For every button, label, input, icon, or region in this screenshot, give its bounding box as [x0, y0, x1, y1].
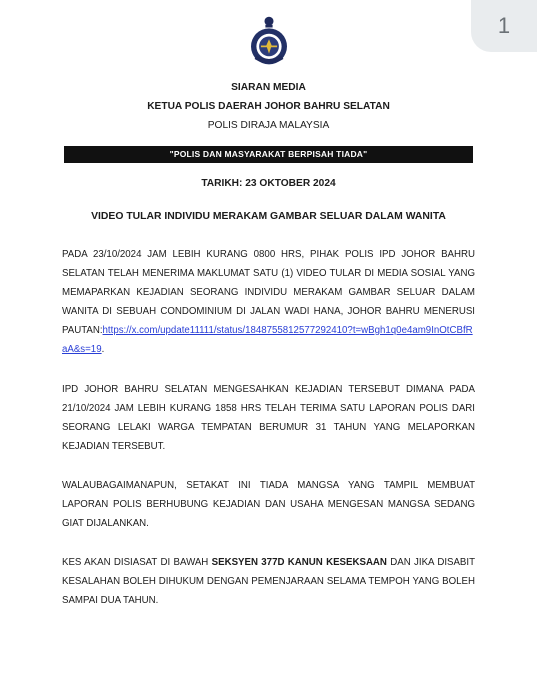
page-number-badge: 1 — [471, 0, 537, 52]
date-line: TARIKH: 23 OKTOBER 2024 — [201, 178, 336, 189]
pdrm-crest-icon — [242, 14, 296, 68]
paragraph-2: IPD JOHOR BAHRU SELATAN MENGESAHKAN KEJADIAN TERSEBUT DIMANA PADA 21/10/2024 JAM LEBIH KURANG 1858 HRS TELAH TERIMA SATU LAPORAN POLIS DARI SEORANG LELAKI WARGA TEMPATAN BERUMUR 31 TAHUN YANG MELAPORKAN KEJADIAN TERSEBUT. — [62, 384, 475, 452]
motto-banner: "POLIS DAN MASYARAKAT BERPISAH TIADA" — [64, 146, 473, 163]
paragraph-4-pre: KES AKAN DISIASAT DI BAWAH — [62, 557, 212, 568]
source-link[interactable]: https://x.com/update11111/status/1848755812577292410?t=wBgh1q0e4am9InOtCBfRaA&s=19 — [62, 325, 473, 355]
paragraph-4 — [62, 553, 475, 610]
paragraph-1 — [62, 245, 475, 359]
document-title: SIARAN MEDIA — [231, 82, 306, 93]
document-subtitle: KETUA POLIS DAERAH JOHOR BAHRU SELATAN — [147, 101, 390, 112]
paragraph-4-post: DAN JIKA DISABIT KESALAHAN BOLEH DIHUKUM DENGAN PEMENJARAAN SELAMA TEMPOH YANG BOLEH SAMPAI DUA TAHUN. — [62, 557, 475, 606]
legal-section: SEKSYEN 377D KANUN KESEKSAAN — [211, 557, 387, 568]
organization-name: POLIS DIRAJA MALAYSIA — [207, 120, 330, 131]
headline: VIDEO TULAR INDIVIDU MERAKAM GAMBAR SELUAR DALAM WANITA — [91, 211, 446, 222]
paragraph-1-text: PADA 23/10/2024 JAM LEBIH KURANG 0800 HRS, PIHAK POLIS IPD JOHOR BAHRU SELATAN TELAH MENERIMA MAKLUMAT SATU (1) VIDEO TULAR DI MEDIA SOSIAL YANG MEMAPARKAN KEJADIAN SEORANG INDIVIDU MERAKAM GAMBAR SELUAR DALAM WANITA DI SEBUAH CONDOMINIUM DI JALAN WADI HANA, JOHOR BAHRU MENERUSI PAUTAN: — [62, 249, 475, 336]
paragraph-3: WALAUBAGAIMANAPUN, SETAKAT INI TIADA MANGSA YANG TAMPIL MEMBUAT LAPORAN POLIS BERHUBUNG KEJADIAN DAN USAHA MENGESAN MANGSA SEDANG GIAT DIJALANKAN. — [62, 480, 475, 529]
paragraph-1-end: . — [101, 344, 105, 355]
